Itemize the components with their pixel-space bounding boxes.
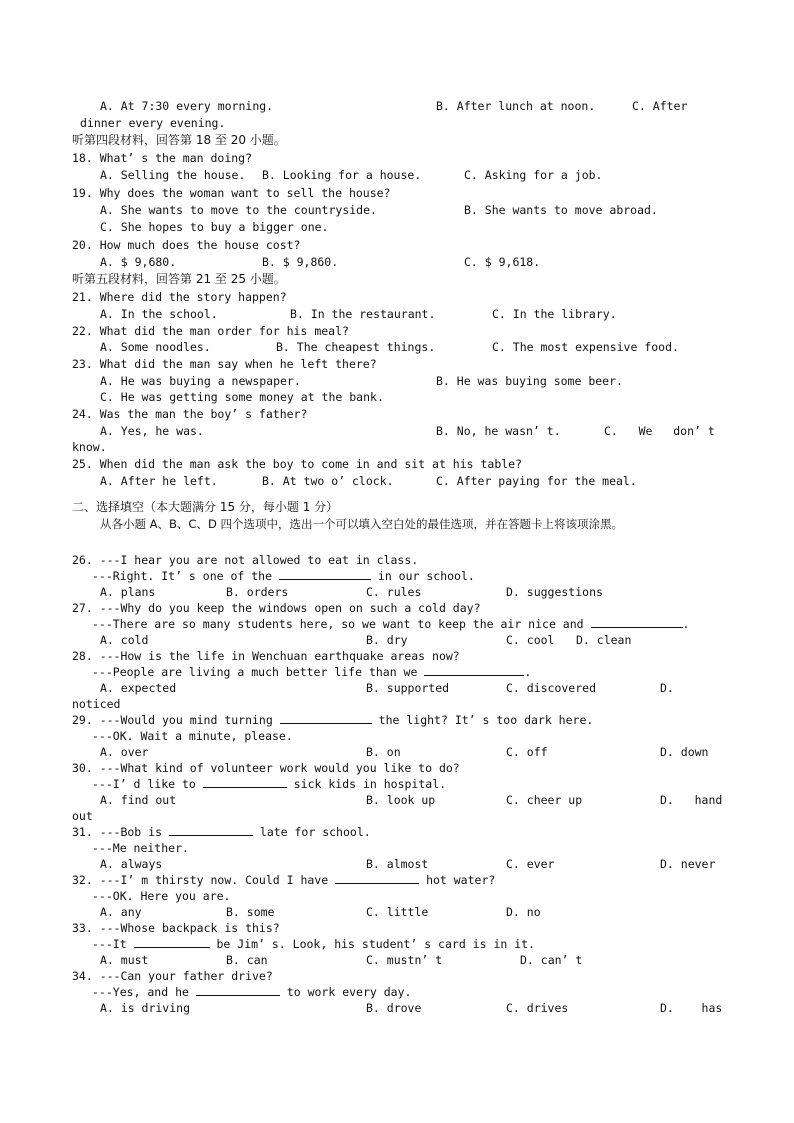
q31-option-b: B. almost — [366, 857, 429, 871]
q33-line-2: ---It be Jim’ s. Look, his student’ s card is in it. — [92, 937, 535, 951]
q18-option-a: A. Selling the house. — [100, 168, 246, 182]
q24-option-b: B. No, he wasn’ t. — [436, 424, 561, 438]
q33-line-1: 33. ---Whose backpack is this? — [72, 921, 280, 935]
q31-option-d: D. never — [660, 857, 716, 871]
q22-stem: 22. What did the man order for his meal? — [72, 324, 349, 338]
q22-option-c: C. The most expensive food. — [492, 340, 679, 354]
q26-line-1: 26. ---I hear you are not allowed to eat in class. — [72, 553, 419, 567]
q17-option-c: C. After — [632, 99, 688, 113]
q26-line-2: ---Right. It’ s one of the in our school. — [92, 569, 475, 583]
q22-option-b: B. The cheapest things. — [276, 340, 436, 354]
q22-option-a: A. Some noodles. — [100, 340, 211, 354]
q18-option-b: B. Looking for a house. — [262, 168, 422, 182]
q30-line-1: 30. ---What kind of volunteer work would you like to do? — [72, 761, 460, 775]
q34-line-2: ---Yes, and he to work every day. — [92, 985, 412, 999]
q20-option-b: B. $ 9,860. — [262, 255, 339, 269]
q20-option-a: A. $ 9,680. — [100, 255, 177, 269]
q31-option-a: A. always — [100, 857, 163, 871]
q29-option-d: D. down — [660, 745, 709, 759]
section-5-heading: 听第五段材料，回答第 21 至 25 小题。 — [72, 272, 286, 286]
q27-option-c: C. cool — [506, 633, 555, 647]
q19-option-c: C. She hopes to buy a bigger one. — [100, 220, 329, 234]
q34-option-d: D. has — [660, 1001, 723, 1015]
q34-option-b: B. drove — [366, 1001, 422, 1015]
q28-option-d: D. — [660, 681, 674, 695]
q31-line-1: 31. ---Bob is late for school. — [72, 825, 371, 839]
q19-option-a: A. She wants to move to the countryside. — [100, 203, 377, 217]
q34-option-c: C. drives — [506, 1001, 569, 1015]
q17-option-b: B. After lunch at noon. — [436, 99, 596, 113]
q32-answer-blank — [335, 873, 419, 884]
q21-option-b: B. In the restaurant. — [290, 307, 436, 321]
q34-option-a: A. is driving — [100, 1001, 191, 1015]
q28-answer-blank — [424, 665, 524, 676]
q28-option-b: B. supported — [366, 681, 450, 695]
q23-option-b: B. He was buying some beer. — [436, 374, 623, 388]
q26-option-d: D. suggestions — [506, 585, 603, 599]
section-4-heading: 听第四段材料，回答第 18 至 20 小题。 — [72, 133, 286, 147]
q30-option-d: D. hand — [660, 793, 723, 807]
q21-option-c: C. In the library. — [492, 307, 617, 321]
q24-stem: 24. Was the man the boy’ s father? — [72, 407, 308, 421]
q33-option-c: C. mustn’ t — [366, 953, 443, 967]
q32-line-2: ---OK. Here you are. — [92, 889, 231, 903]
q30-answer-blank — [203, 777, 287, 788]
q18-stem: 18. What’ s the man doing? — [72, 151, 253, 165]
q33-option-a: A. must — [100, 953, 149, 967]
q31-option-c: C. ever — [506, 857, 555, 871]
q23-stem: 23. What did the man say when he left there? — [72, 357, 377, 371]
q29-option-a: A. over — [100, 745, 149, 759]
q29-option-c: C. off — [506, 745, 548, 759]
q26-option-a: A. plans — [100, 585, 156, 599]
q30-option-d-continued: out — [72, 809, 93, 823]
q20-option-c: C. $ 9,618. — [464, 255, 541, 269]
q27-option-a: A. cold — [100, 633, 149, 647]
q30-option-c: C. cheer up — [506, 793, 583, 807]
q21-stem: 21. Where did the story happen? — [72, 290, 287, 304]
q25-option-b: B. At two o’ clock. — [262, 474, 394, 488]
q33-option-d: D. can’ t — [520, 953, 583, 967]
q25-stem: 25. When did the man ask the boy to come in and sit at his table? — [72, 457, 523, 471]
q18-option-c: C. Asking for a job. — [464, 168, 603, 182]
q19-stem: 19. Why does the woman want to sell the house? — [72, 186, 391, 200]
q27-line-2: ---There are so many students here, so we want to keep the air nice and . — [92, 617, 690, 631]
part-2-instructions: 从各小题 A、B、C、D 四个选项中，选出一个可以填入空白处的最佳选项，并在答题卡上将该项涂黑。 — [100, 517, 623, 531]
q31-line-2: ---Me neither. — [92, 841, 189, 855]
q20-stem: 20. How much does the house cost? — [72, 238, 301, 252]
q27-option-d: D. clean — [576, 633, 632, 647]
q27-line-1: 27. ---Why do you keep the windows open on such a cold day? — [72, 601, 481, 615]
q27-option-b: B. dry — [366, 633, 408, 647]
q24-option-a: A. Yes, he was. — [100, 424, 204, 438]
q29-line-1: 29. ---Would you mind turning the light? It’ s too dark here. — [72, 713, 594, 727]
q17-option-a: A. At 7:30 every morning. — [100, 99, 274, 113]
q25-option-c: C. After paying for the meal. — [436, 474, 637, 488]
q32-option-d: D. no — [506, 905, 541, 919]
q21-option-a: A. In the school. — [100, 307, 218, 321]
q26-answer-blank — [279, 569, 371, 580]
q33-answer-blank — [134, 937, 210, 948]
q24-option-c: C. We don’ t — [604, 424, 715, 438]
q28-option-a: A. expected — [100, 681, 177, 695]
q26-option-b: B. orders — [226, 585, 289, 599]
q28-option-d-continued: noticed — [72, 697, 121, 711]
q29-option-b: B. on — [366, 745, 401, 759]
q30-option-a: A. find out — [100, 793, 177, 807]
q29-answer-blank — [280, 713, 372, 724]
q26-option-c: C. rules — [366, 585, 422, 599]
q23-option-c: C. He was getting some money at the bank. — [100, 390, 384, 404]
q24-option-c-continued: know. — [72, 440, 107, 454]
q30-line-2: ---I’ d like to sick kids in hospital. — [92, 777, 447, 791]
q30-option-b: B. look up — [366, 793, 436, 807]
q32-line-1: 32. ---I’ m thirsty now. Could I have hot water? — [72, 873, 496, 887]
q28-option-c: C. discovered — [506, 681, 597, 695]
q33-option-b: B. can — [226, 953, 268, 967]
q28-line-2: ---People are living a much better life than we . — [92, 665, 532, 679]
q34-line-1: 34. ---Can your father drive? — [72, 969, 273, 983]
q25-option-a: A. After he left. — [100, 474, 218, 488]
q28-line-1: 28. ---How is the life in Wenchuan earthquake areas now? — [72, 649, 460, 663]
q31-answer-blank — [169, 825, 253, 836]
q27-answer-blank — [591, 617, 683, 628]
q19-option-b: B. She wants to move abroad. — [464, 203, 658, 217]
q32-option-a: A. any — [100, 905, 142, 919]
q29-line-2: ---OK. Wait a minute, please. — [92, 729, 293, 743]
q34-answer-blank — [196, 985, 280, 996]
q17-option-c-continued: dinner every evening. — [80, 116, 226, 130]
q23-option-a: A. He was buying a newspaper. — [100, 374, 301, 388]
q32-option-b: B. some — [226, 905, 275, 919]
q32-option-c: C. little — [366, 905, 429, 919]
part-2-heading: 二、选择填空（本大题满分 15 分，每小题 1 分） — [72, 500, 339, 514]
